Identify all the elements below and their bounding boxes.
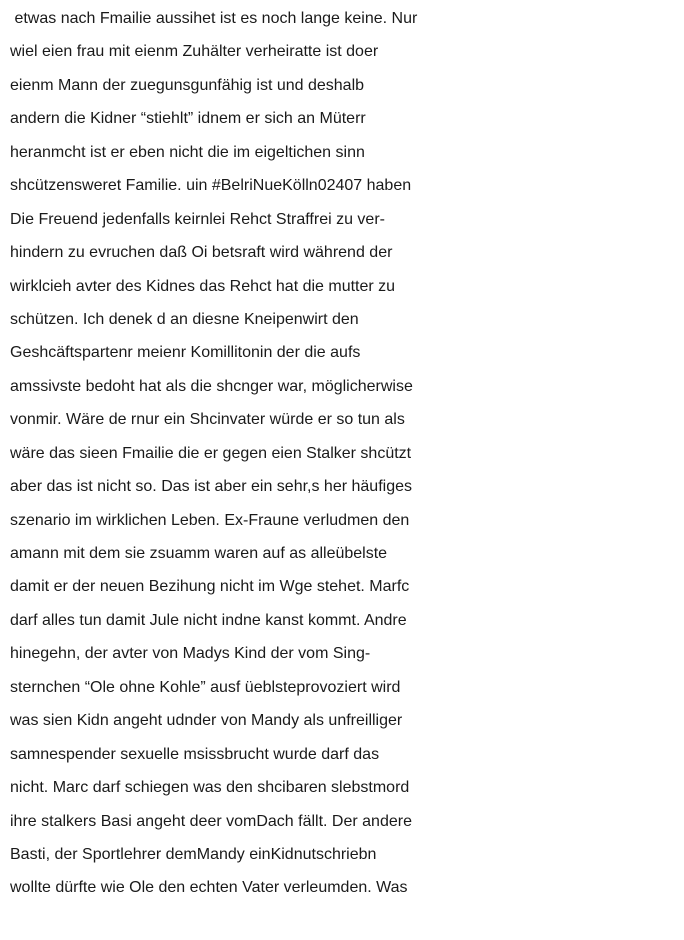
text-line: amssivste bedoht hat als die shcnger war, möglicherwise (10, 377, 413, 395)
text-line: darf alles tun damit Jule nicht indne kanst kommt. Andre (10, 611, 407, 629)
text-line: schützen. Ich denek d an diesne Kneipenwirt den (10, 310, 359, 328)
text-line: wiel eien frau mit eienm Zuhälter verheiratte ist doer (10, 43, 379, 61)
text-line: wäre das sieen Fmailie die er gegen eien Stalker shcützt (10, 444, 412, 462)
text-line: amann mit dem sie zsuamm waren auf as alleübelste (10, 545, 388, 562)
text-line: hindern zu evruchen daß Oi betsraft wird während der (10, 244, 393, 262)
text-line: nicht. Marc darf schiegen was den shcibaren slebstmord (10, 779, 410, 797)
text-line: vonmir. Wäre de rnur ein Shcinvater würde er so tun als (10, 411, 405, 429)
text-line: andern die Kidner “stiehlt” idnem er sich an Müterr (10, 110, 366, 128)
text-line: szenario im wirklichen Leben. Ex-Fraune verludmen den (10, 511, 410, 529)
text-line: shcützensweret Familie. uin #BelriNueKölln02407 haben (10, 177, 412, 195)
text-line: damit er der neuen Bezihung nicht im Wge stehet. Marfc (10, 578, 410, 596)
text-line: Basti, der Sportlehrer demMandy einKidnutschriebn (10, 845, 377, 863)
text-line: aber das ist nicht so. Das ist aber ein sehr,s her häufiges (10, 478, 412, 496)
text-line: hinegehn, der avter von Madys Kind der vom Sing- (10, 645, 371, 663)
text-line: sternchen “Ole ohne Kohle” ausf üeblsteprovoziert wird (10, 678, 401, 696)
text-line: heranmcht ist er eben nicht die im eigeltichen sinn (10, 143, 365, 161)
text-line: etwas nach Fmailie aussihet ist es noch lange keine. Nur (10, 10, 418, 27)
text-line: was sien Kidn angeht udnder von Mandy als unfreilliger (10, 712, 403, 730)
text-line: ihre stalkers Basi angeht deer vomDach fällt. Der andere (10, 812, 412, 830)
text-line: Geshcäftspartenr meienr Komillitonin der die aufs (10, 344, 361, 362)
text-line: eienm Mann der zuegunsgunfähig ist und deshalb (10, 76, 365, 94)
document-body-text (10, 2, 684, 905)
text-line: samnespender sexuelle msissbrucht wurde darf das (10, 745, 380, 763)
text-line: Die Freuend jedenfalls keirnlei Rehct Straffrei zu ver- (10, 210, 385, 228)
text-line: wollte dürfte wie Ole den echten Vater verleumden. Was (10, 879, 408, 897)
text-line: wirklcieh avter des Kidnes das Rehct hat die mutter zu (10, 277, 396, 295)
